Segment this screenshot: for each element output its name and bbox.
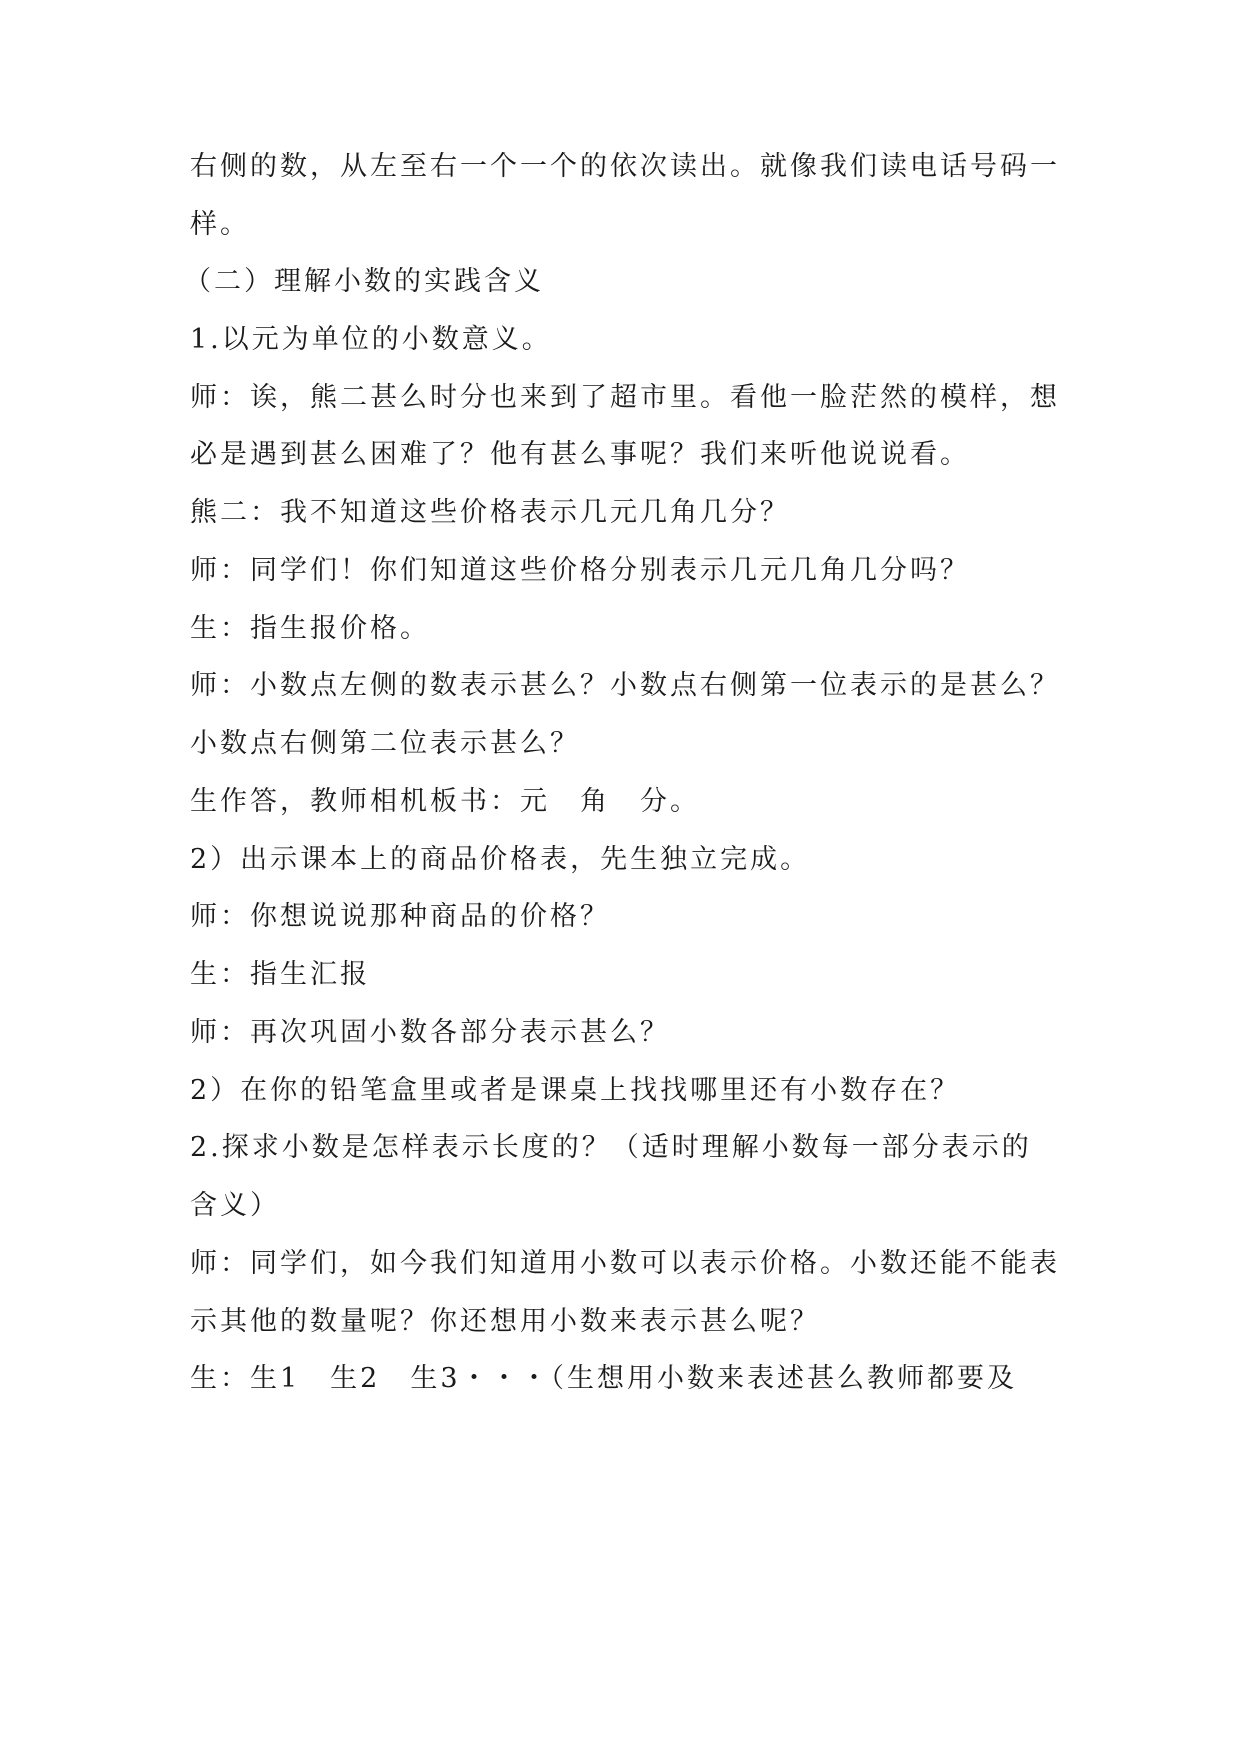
text-line: 样。 — [190, 209, 250, 240]
text-line: 必是遇到甚么困难了？他有甚么事呢？我们来听他说说看。 — [190, 439, 970, 470]
text-line: 含义） — [190, 1190, 280, 1221]
text-line: 右侧的数，从左至右一个一个的依次读出。就像我们读电话号码一 — [190, 151, 1060, 182]
text-line: 师：小数点左侧的数表示甚么？小数点右侧第一位表示的是甚么？ — [190, 670, 1060, 701]
text-line: 生作答，教师相机板书：元 角 分。 — [190, 786, 700, 817]
text-line: 小数点右侧第二位表示甚么？ — [190, 728, 580, 759]
text-line: 师：同学们，如今我们知道用小数可以表示价格。小数还能不能表 — [190, 1248, 1060, 1279]
text-line: 师：你想说说那种商品的价格？ — [190, 901, 610, 932]
section-heading: （二）理解小数的实践含义 — [184, 266, 544, 297]
text-line: 2）出示课本上的商品价格表，先生独立完成。 — [190, 844, 811, 875]
subsection-heading: 2.探求小数是怎样表示长度的？（适时理解小数每一部分表示的 — [190, 1132, 1032, 1163]
text-line: 生：指生报价格。 — [190, 613, 430, 644]
text-line: 熊二：我不知道这些价格表示几元几角几分？ — [190, 497, 790, 528]
text-line: 2）在你的铅笔盒里或者是课桌上找找哪里还有小数存在？ — [190, 1075, 961, 1106]
text-line: 师：诶，熊二甚么时分也来到了超市里。看他一脸茫然的模样，想 — [190, 382, 1060, 413]
text-line: 生：生1 生2 生3・・・（生想用小数来表述甚么教师都要及 — [190, 1363, 1018, 1394]
text-line: 示其他的数量呢？你还想用小数来表示甚么呢？ — [190, 1306, 820, 1337]
subsection-heading: 1.以元为单位的小数意义。 — [190, 324, 552, 355]
text-line: 师：同学们！你们知道这些价格分别表示几元几角几分吗？ — [190, 555, 970, 586]
text-line: 生：指生汇报 — [190, 959, 370, 990]
text-line: 师：再次巩固小数各部分表示甚么？ — [190, 1017, 670, 1048]
